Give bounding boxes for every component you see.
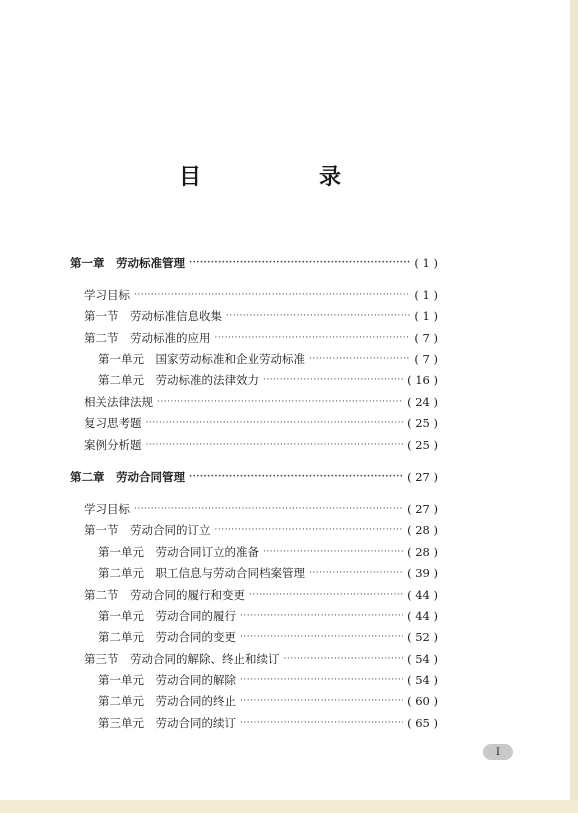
- toc-page-number: ( 60 ): [407, 694, 438, 708]
- page-right-edge: [570, 0, 578, 813]
- toc-entry-label: 第一单元 国家劳动标准和企业劳动标准: [98, 352, 305, 366]
- toc-entry-label: 第一单元 劳动合同的解除: [98, 673, 236, 687]
- toc-dot-leader: [215, 521, 404, 539]
- toc-entry-label: 第三节 劳动合同的解除、终止和续订: [84, 652, 280, 666]
- toc-entry-row[interactable]: [98, 543, 438, 561]
- toc-entry-label: 第二单元 职工信息与劳动合同档案管理: [98, 566, 305, 580]
- toc-dot-leader: [284, 650, 404, 668]
- toc-entry-row[interactable]: [84, 414, 438, 432]
- toc-page-number: ( 44 ): [407, 588, 438, 602]
- toc-entry-row[interactable]: [84, 500, 438, 518]
- toc-entry-row[interactable]: [98, 350, 438, 368]
- toc-entry-label: 第一节 劳动合同的订立: [84, 523, 211, 537]
- toc-entry-row[interactable]: [84, 286, 438, 304]
- toc-entry-label: 第二单元 劳动合同的变更: [98, 630, 236, 644]
- toc-entry-row[interactable]: [98, 371, 438, 389]
- toc-dot-leader: [263, 543, 403, 561]
- toc-page-number: ( 1 ): [414, 256, 438, 270]
- page-title: 目 录: [178, 164, 389, 190]
- toc-chapter-row[interactable]: [70, 254, 438, 272]
- page-bottom-edge: [0, 800, 578, 813]
- toc-entry-label: 第三单元 劳动合同的续订: [98, 716, 236, 730]
- toc-entry-label: 第二章 劳动合同管理: [70, 470, 185, 484]
- toc-page-number: ( 65 ): [407, 716, 438, 730]
- toc-page-number: ( 28 ): [407, 523, 438, 537]
- toc-entry-label: 第二单元 劳动合同的终止: [98, 694, 236, 708]
- toc-page-number: ( 52 ): [407, 630, 438, 644]
- toc-entry-row[interactable]: [84, 329, 438, 347]
- toc-entry-label: 案例分析题: [84, 438, 142, 452]
- toc-dot-leader: [189, 468, 403, 486]
- toc-dot-leader: [146, 436, 404, 454]
- toc-entry-label: 第二节 劳动合同的履行和变更: [84, 588, 245, 602]
- toc-entry-label: 第二节 劳动标准的应用: [84, 331, 211, 345]
- toc-entry-row[interactable]: [84, 307, 438, 325]
- toc-page-number: ( 25 ): [407, 438, 438, 452]
- toc-entry-row[interactable]: [98, 564, 438, 582]
- toc-dot-leader: [215, 329, 411, 347]
- toc-dot-leader: [240, 628, 403, 646]
- toc-dot-leader: [309, 350, 410, 368]
- page-number-badge: I: [483, 744, 513, 760]
- toc-page-number: ( 39 ): [407, 566, 438, 580]
- toc-dot-leader: [226, 307, 410, 325]
- toc-dot-leader: [263, 371, 403, 389]
- toc-entry-label: 第一节 劳动标准信息收集: [84, 309, 222, 323]
- toc-page-number: ( 7 ): [414, 352, 438, 366]
- toc-entry-row[interactable]: [98, 607, 438, 625]
- toc-entry-row[interactable]: [84, 586, 438, 604]
- toc-page-number: ( 27 ): [407, 502, 438, 516]
- toc-page-number: ( 44 ): [407, 609, 438, 623]
- toc-entry-row[interactable]: [98, 692, 438, 710]
- toc-dot-leader: [249, 586, 403, 604]
- toc-dot-leader: [309, 564, 403, 582]
- toc-dot-leader: [134, 500, 403, 518]
- toc-entry-label: 第一单元 劳动合同的履行: [98, 609, 236, 623]
- toc-entry-label: 第一单元 劳动合同订立的准备: [98, 545, 259, 559]
- toc-entry-label: 第一章 劳动标准管理: [70, 256, 185, 270]
- toc-page-number: ( 27 ): [407, 470, 438, 484]
- toc-page-number: ( 1 ): [414, 288, 438, 302]
- toc-entry-label: 第二单元 劳动标准的法律效力: [98, 373, 259, 387]
- toc-dot-leader: [240, 671, 403, 689]
- toc-dot-leader: [134, 286, 410, 304]
- toc-entry-row[interactable]: [84, 436, 438, 454]
- toc-dot-leader: [240, 692, 403, 710]
- toc-entry-row[interactable]: [98, 671, 438, 689]
- toc-entry-row[interactable]: [84, 521, 438, 539]
- toc-page-number: ( 25 ): [407, 416, 438, 430]
- toc-entry-row[interactable]: [84, 650, 438, 668]
- toc-entry-row[interactable]: [84, 393, 438, 411]
- toc-dot-leader: [189, 254, 410, 272]
- toc-entry-row[interactable]: [98, 714, 438, 732]
- toc-entry-label: 学习目标: [84, 502, 130, 516]
- toc-entry-label: 学习目标: [84, 288, 130, 302]
- toc-entry-label: 相关法律法规: [84, 395, 153, 409]
- toc-entry-label: 复习思考题: [84, 416, 142, 430]
- toc-dot-leader: [240, 714, 403, 732]
- toc-page-number: ( 16 ): [407, 373, 438, 387]
- toc-dot-leader: [146, 414, 404, 432]
- toc-page-number: ( 1 ): [414, 309, 438, 323]
- toc-dot-leader: [240, 607, 403, 625]
- toc-page-number: ( 7 ): [414, 331, 438, 345]
- toc-page-number: ( 54 ): [407, 673, 438, 687]
- toc-page-number: ( 54 ): [407, 652, 438, 666]
- toc-dot-leader: [157, 393, 403, 411]
- toc-page-number: ( 28 ): [407, 545, 438, 559]
- toc-page-number: ( 24 ): [407, 395, 438, 409]
- toc-entry-row[interactable]: [98, 628, 438, 646]
- toc-chapter-row[interactable]: [70, 468, 438, 486]
